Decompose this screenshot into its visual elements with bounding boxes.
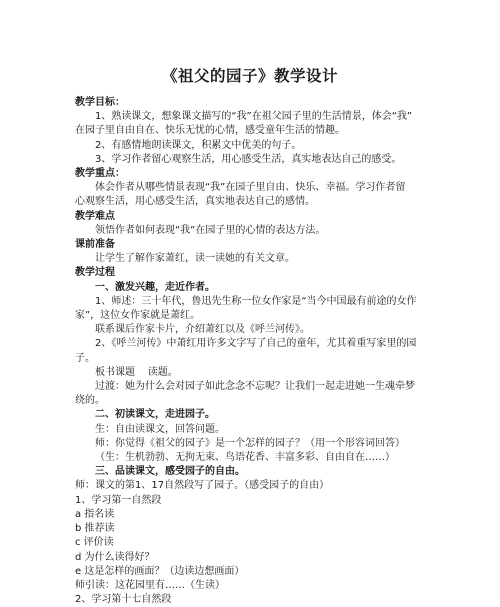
text-line: 1、学习第一自然段 [75,494,162,506]
text-line: 师：课文的第1、17自然段写了园子。（感受园子的自由） [75,480,330,492]
text-line: 生：自由读课文，回答问题。 [95,423,225,435]
section-heading: 教学重点： [75,168,125,180]
text-line: a 指名读 [75,508,115,520]
text-line: 领悟作者如何表现“我”在园子里的心情的表达方法。 [95,224,326,236]
text-line: c 评价读 [75,537,114,549]
text-line: 在园子里自由自在、快乐无忧的心情，感受童年生活的情趣。 [75,125,345,137]
text-line: d 为什么读得好？ [75,551,155,563]
text-line: 板书课题 读题。 [95,366,178,378]
step-heading: 二、初读课文，走进园子。 [95,409,215,421]
text-line: 体会作者从哪些情景表现“我”在园子里自由、快乐、幸福。学习作者留 [95,182,406,194]
text-line: 1、熟读课文，想象课文描写的“我”在祖父园子里的生活情景，体会“我” [95,111,413,123]
document-body [75,96,430,607]
text-line: 2、《呼兰河传》中萧红用许多文字写了自己的童年，尤其着重写家里的园 [95,338,417,350]
text-line: 家”，这位女作家就是萧红。 [75,310,201,322]
text-line: 子。 [75,352,95,364]
section-heading: 教学目标： [75,97,125,108]
text-line: 师：你觉得《祖父的园子》是一个怎样的园子？（用一个形容词回答） [95,437,405,449]
text-line: 3、学习作者留心观察生活，用心感受生活，真实地表达自己的感受。 [95,153,402,165]
document-title: 《祖父的园子》教学设计 [161,66,338,85]
text-line: 联系课后作家卡片，介绍萧红以及《呼兰河传》。 [95,324,310,336]
text-line: （生：生机勃勃、无拘无束、鸟语花香、丰富多彩、自由自在……） [95,452,395,464]
text-line: 1、师述：三十年代，鲁迅先生称一位女作家是“当今中国最有前途的女作 [95,295,417,307]
text-line: b 推荐读 [75,523,115,535]
text-line: 过渡：她为什么会对园子如此念念不忘呢？让我们一起走进她一生魂牵梦 [95,381,415,393]
section-heading: 课前准备 [75,239,115,251]
text-line: e 这是怎样的画面？（边读边想画面） [75,565,245,577]
text-line: 心观察生活，用心感受生活，真实地表达自己的感情。 [75,196,315,208]
text-line: 让学生了解作家萧红，读一读她的有关文章。 [95,253,295,265]
text-line: 师引读：这花园里有……（生读） [75,579,225,591]
step-heading: 一、激发兴趣，走近作者。 [95,281,215,293]
step-heading: 三、品读课文，感受园子的自由。 [95,466,245,478]
text-line: 2、有感情地朗读课文，积累文中优美的句子。 [95,139,302,151]
text-line: 绕的。 [75,395,105,407]
text-line: 2、学习第十七自然段 [75,594,172,606]
section-heading: 教学难点 [75,210,115,222]
section-heading: 教学过程 [75,267,115,279]
